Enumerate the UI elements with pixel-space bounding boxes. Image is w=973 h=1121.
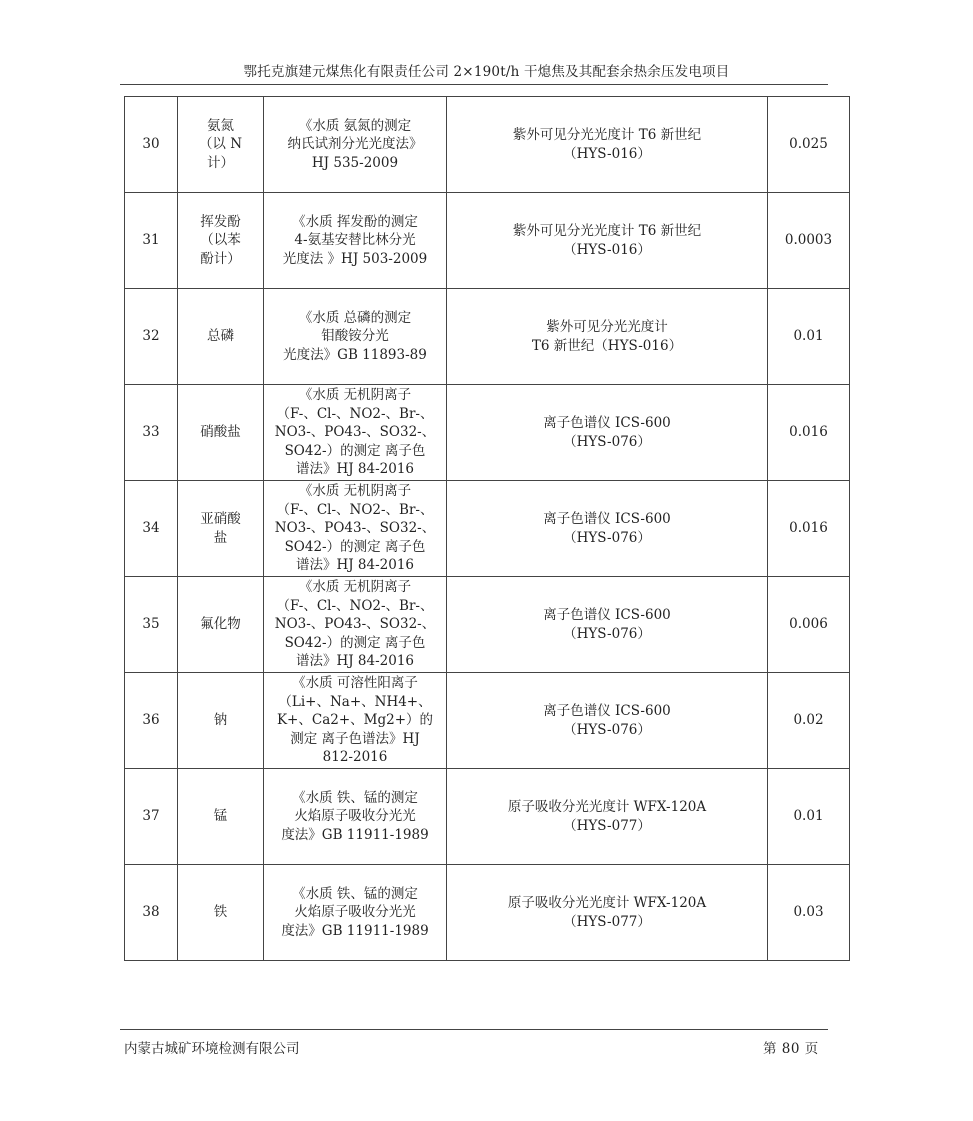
instrument-cell: 紫外可见分光光度计 T6 新世纪（HYS-016） [447,289,768,385]
row-number-cell: 33 [125,385,178,481]
test-item-cell: 硝酸盐 [178,385,264,481]
table-row [125,97,850,193]
test-item-cell: 亚硝酸 盐 [178,481,264,577]
test-item-cell: 锰 [178,769,264,865]
row-number-cell: 36 [125,673,178,769]
row-number-cell: 38 [125,865,178,961]
page-header: 鄂托克旗建元煤焦化有限责任公司 2×190t/h 干熄焦及其配套余热余压发电项目 [243,64,730,80]
detection-limit-cell: 0.01 [768,769,850,865]
detection-limit-cell: 0.016 [768,481,850,577]
instrument-cell: 紫外可见分光光度计 T6 新世纪 （HYS-016） [447,193,768,289]
instrument-cell: 离子色谱仪 ICS-600 （HYS-076） [447,673,768,769]
method-table [124,96,850,961]
instrument-cell: 离子色谱仪 ICS-600 （HYS-076） [447,481,768,577]
method-standard-cell: 《水质 铁、锰的测定 火焰原子吸收分光光 度法》GB 11911-1989 [264,769,447,865]
instrument-cell: 紫外可见分光光度计 T6 新世纪 （HYS-016） [447,97,768,193]
detection-limit-cell: 0.01 [768,289,850,385]
footer-company: 内蒙古城矿环境检测有限公司 [124,1041,300,1057]
method-standard-cell: 《水质 挥发酚的测定 4-氨基安替比林分光 光度法 》HJ 503-2009 [264,193,447,289]
row-number-cell: 32 [125,289,178,385]
method-standard-cell: 《水质 无机阴离子 （F-、Cl-、NO2-、Br-、 NO3-、PO43-、SO32-、 SO42-）的测定 离子色 谱法》HJ 84-2016 [264,385,447,481]
table-row [125,865,850,961]
row-number-cell: 35 [125,577,178,673]
method-standard-cell: 《水质 可溶性阳离子 （Li+、Na+、NH4+、 K+、Ca2+、Mg2+）的 测定 离子色谱法》HJ 812-2016 [264,673,447,769]
table-row [125,193,850,289]
table-row [125,481,850,577]
instrument-cell: 离子色谱仪 ICS-600 （HYS-076） [447,385,768,481]
table-row [125,673,850,769]
method-standard-cell: 《水质 无机阴离子 （F-、Cl-、NO2-、Br-、 NO3-、PO43-、SO32-、 SO42-）的测定 离子色 谱法》HJ 84-2016 [264,577,447,673]
detection-limit-cell: 0.016 [768,385,850,481]
instrument-cell: 离子色谱仪 ICS-600 （HYS-076） [447,577,768,673]
page-number: 第 80 页 [763,1041,819,1057]
header-divider [120,84,828,85]
table-row [125,577,850,673]
row-number-cell: 34 [125,481,178,577]
detection-limit-cell: 0.0003 [768,193,850,289]
test-item-cell: 氟化物 [178,577,264,673]
test-item-cell: 氨氮 （以 N 计） [178,97,264,193]
test-item-cell: 铁 [178,865,264,961]
row-number-cell: 37 [125,769,178,865]
method-standard-cell: 《水质 铁、锰的测定 火焰原子吸收分光光 度法》GB 11911-1989 [264,865,447,961]
footer-divider [120,1029,828,1030]
instrument-cell: 原子吸收分光光度计 WFX-120A （HYS-077） [447,865,768,961]
method-standard-cell: 《水质 氨氮的测定 纳氏试剂分光光度法》 HJ 535-2009 [264,97,447,193]
row-number-cell: 31 [125,193,178,289]
method-standard-cell: 《水质 无机阴离子 （F-、Cl-、NO2-、Br-、 NO3-、PO43-、SO32-、 SO42-）的测定 离子色 谱法》HJ 84-2016 [264,481,447,577]
test-item-cell: 钠 [178,673,264,769]
instrument-cell: 原子吸收分光光度计 WFX-120A （HYS-077） [447,769,768,865]
table-row [125,769,850,865]
detection-limit-cell: 0.006 [768,577,850,673]
table-row [125,385,850,481]
test-item-cell: 总磷 [178,289,264,385]
row-number-cell: 30 [125,97,178,193]
test-item-cell: 挥发酚 （以苯 酚计） [178,193,264,289]
table-row [125,289,850,385]
detection-limit-cell: 0.03 [768,865,850,961]
method-standard-cell: 《水质 总磷的测定 钼酸铵分光 光度法》GB 11893-89 [264,289,447,385]
detection-limit-cell: 0.025 [768,97,850,193]
detection-limit-cell: 0.02 [768,673,850,769]
